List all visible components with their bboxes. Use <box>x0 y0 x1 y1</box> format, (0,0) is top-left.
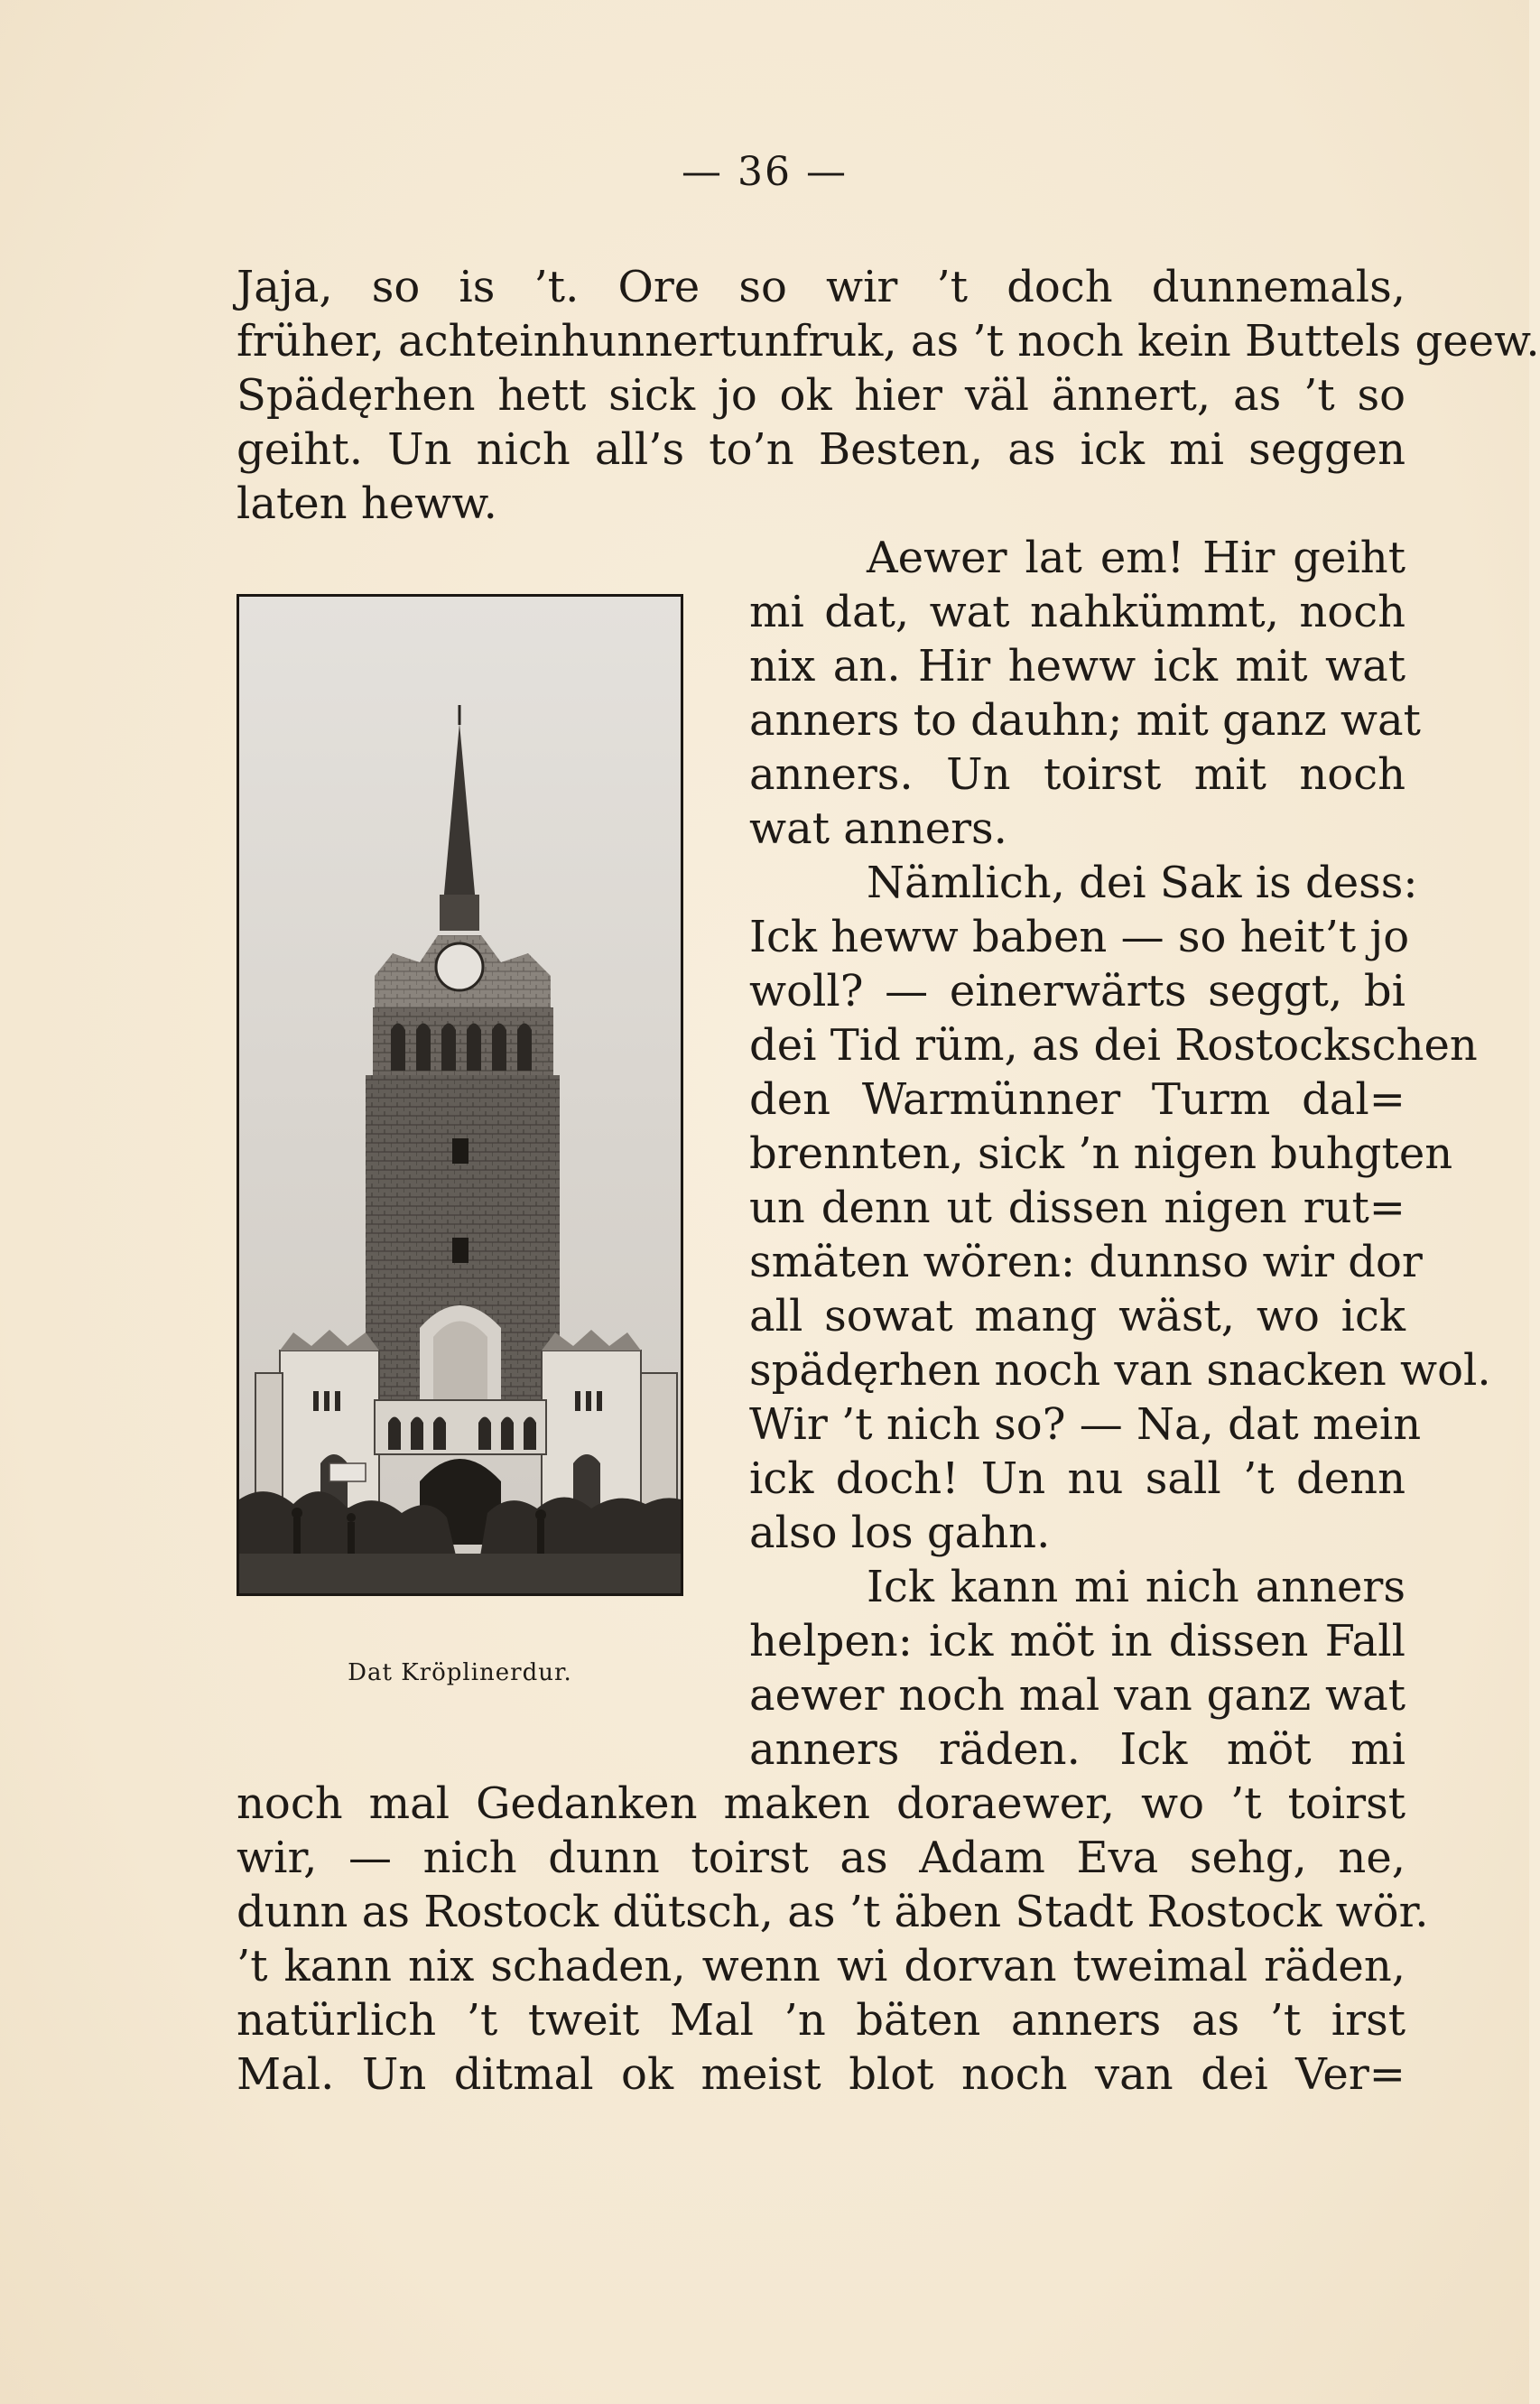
figure-caption: Dat Kröplinerdur. <box>348 1659 572 1686</box>
text-line: anners to dauhn; mit ganz wat <box>749 695 1421 746</box>
text-line: spädęrhen noch van snacken wol. <box>749 1345 1491 1396</box>
text-line: mi dat, wat nahkümmt, noch <box>749 587 1405 637</box>
text-line: ick doch! Un nu sall ’t denn <box>749 1453 1405 1504</box>
text-line: ’t kann nix schaden, wenn wi dorvan tweimal räden, <box>237 1941 1405 1991</box>
text-line: Spädęrhen hett sick jo ok hier väl ännert, as ’t so <box>237 370 1405 421</box>
tower-gate-image <box>239 597 681 1593</box>
text-line: aewer noch mal van ganz wat <box>749 1670 1405 1721</box>
text-line: wat anners. <box>749 803 1007 854</box>
text-line: Ick kann mi nich anners <box>867 1562 1405 1612</box>
text-line: Ick heww baben — so heit’t jo <box>749 912 1410 962</box>
text-line: Jaja, so is ’t. Ore so wir ’t doch dunnemals, <box>237 262 1405 312</box>
text-line: noch mal Gedanken maken doraewer, wo ’t toirst <box>237 1778 1405 1829</box>
tower-illustration <box>237 594 683 1596</box>
text-line: früher, achteinhunnertunfruk, as ’t noch kein Buttels geew. <box>237 316 1540 367</box>
text-line: dei Tid rüm, as dei Rostockschen <box>749 1020 1478 1071</box>
text-line: wir, — nich dunn toirst as Adam Eva sehg, ne, <box>237 1833 1405 1883</box>
page-number: — 36 — <box>682 149 848 195</box>
text-line: den Warmünner Turm dal= <box>749 1074 1405 1125</box>
text-line: woll? — einerwärts seggt, bi <box>749 966 1405 1016</box>
text-line: un denn ut dissen nigen rut= <box>749 1183 1405 1233</box>
text-line: dunn as Rostock dütsch, as ’t äben Stadt Rostock wör. <box>237 1887 1429 1937</box>
text-line: natürlich ’t tweit Mal ’n bäten anners as ’t irst <box>237 1995 1405 2046</box>
text-line: Nämlich, dei Sak is dess: <box>867 858 1418 908</box>
text-line: anners räden. Ick möt mi <box>749 1724 1405 1775</box>
text-line: Wir ’t nich so? — Na, dat mein <box>749 1399 1422 1450</box>
text-line: also los gahn. <box>749 1508 1051 1558</box>
text-line: brennten, sick ’n nigen buhgten <box>749 1128 1453 1179</box>
text-line: Mal. Un ditmal ok meist blot noch van dei Ver= <box>237 2049 1405 2100</box>
text-line: smäten wören: dunnso wir dor <box>749 1237 1423 1287</box>
text-line: all sowat mang wäst, wo ick <box>749 1291 1405 1341</box>
text-line: geiht. Un nich all’s to’n Besten, as ick mi seggen <box>237 424 1405 475</box>
text-line: Aewer lat em! Hir geiht <box>867 533 1405 583</box>
text-line: nix an. Hir heww ick mit wat <box>749 641 1405 691</box>
text-line: helpen: ick möt in dissen Fall <box>749 1616 1405 1666</box>
text-line: anners. Un toirst mit noch <box>749 749 1405 800</box>
text-line: laten heww. <box>237 478 497 529</box>
